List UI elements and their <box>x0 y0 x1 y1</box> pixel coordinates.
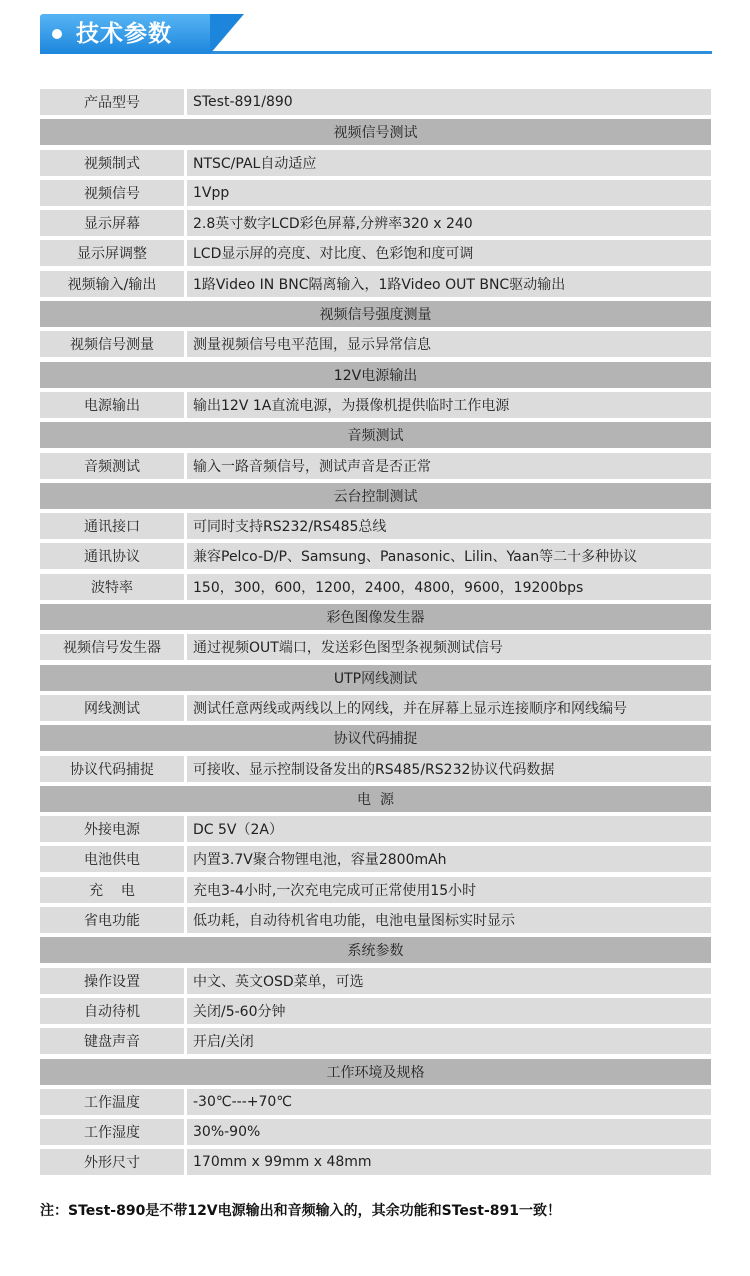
section-heading: 彩色图像发生器 <box>40 604 711 630</box>
table-row <box>40 331 711 357</box>
row-label: 视频信号 <box>40 180 184 206</box>
section-header <box>40 14 712 56</box>
footnote: 注：STest-890是不带12V电源输出和音频输入的，其余功能和STest-891一致！ <box>40 1203 561 1219</box>
row-value: 可同时支持RS232/RS485总线 <box>187 513 711 539</box>
row-value: 关闭/5-60分钟 <box>187 998 711 1024</box>
row-value: 30%-90% <box>187 1119 711 1145</box>
row-label: 电源输出 <box>40 392 184 418</box>
table-row <box>40 998 711 1024</box>
table-row <box>40 543 711 569</box>
table-row <box>40 968 711 994</box>
page-title: 技术参数 <box>76 21 172 47</box>
row-label: 电池供电 <box>40 846 184 872</box>
table-row <box>40 1119 711 1145</box>
row-label: 产品型号 <box>40 89 184 115</box>
table-row <box>40 1149 711 1175</box>
row-label: 视频制式 <box>40 150 184 176</box>
section-heading: 视频信号测试 <box>40 119 711 145</box>
row-value: 开启/关闭 <box>187 1028 711 1054</box>
section-heading: 系统参数 <box>40 937 711 963</box>
row-value: STest-891/890 <box>187 89 711 115</box>
table-row <box>40 877 711 903</box>
table-row <box>40 210 711 236</box>
table-row <box>40 1089 711 1115</box>
row-value: 中文、英文OSD菜单，可选 <box>187 968 711 994</box>
row-label: 充 电 <box>40 877 184 903</box>
section-heading: 工作环境及规格 <box>40 1059 711 1085</box>
row-label: 显示屏幕 <box>40 210 184 236</box>
section-heading: 电 源 <box>40 786 711 812</box>
table-row <box>40 240 711 266</box>
row-label: 工作湿度 <box>40 1119 184 1145</box>
row-label: 波特率 <box>40 574 184 600</box>
section-heading: 音频测试 <box>40 422 711 448</box>
row-value: 150，300，600，1200，2400，4800，9600，19200bps <box>187 574 711 600</box>
row-value: -30℃---+70℃ <box>187 1089 711 1115</box>
row-value: 可接收、显示控制设备发出的RS485/RS232协议代码数据 <box>187 756 711 782</box>
table-row <box>40 907 711 933</box>
table-row <box>40 816 711 842</box>
table-row <box>40 634 711 660</box>
table-row <box>40 756 711 782</box>
row-value: 170mm x 99mm x 48mm <box>187 1149 711 1175</box>
table-row <box>40 180 711 206</box>
row-value: 内置3.7V聚合物锂电池，容量2800mAh <box>187 846 711 872</box>
row-label: 自动待机 <box>40 998 184 1024</box>
table-row <box>40 392 711 418</box>
row-label: 网线测试 <box>40 695 184 721</box>
row-label: 操作设置 <box>40 968 184 994</box>
section-heading: UTP网线测试 <box>40 665 711 691</box>
row-value: 输入一路音频信号，测试声音是否正常 <box>187 453 711 479</box>
row-value: 测试任意两线或两线以上的网线，并在屏幕上显示连接顺序和网线编号 <box>187 695 711 721</box>
row-value: 2.8英寸数字LCD彩色屏幕,分辨率320 x 240 <box>187 210 711 236</box>
section-heading: 云台控制测试 <box>40 483 711 509</box>
row-label: 显示屏调整 <box>40 240 184 266</box>
row-value: DC 5V（2A） <box>187 816 711 842</box>
table-row <box>40 89 711 115</box>
row-label: 通讯接口 <box>40 513 184 539</box>
table-row <box>40 453 711 479</box>
table-row <box>40 574 711 600</box>
row-label: 外形尺寸 <box>40 1149 184 1175</box>
table-row <box>40 150 711 176</box>
row-label: 音频测试 <box>40 453 184 479</box>
row-label: 工作温度 <box>40 1089 184 1115</box>
row-label: 视频信号测量 <box>40 331 184 357</box>
section-heading: 视频信号强度测量 <box>40 301 711 327</box>
row-value: 1Vpp <box>187 180 711 206</box>
section-heading: 协议代码捕捉 <box>40 725 711 751</box>
row-label: 外接电源 <box>40 816 184 842</box>
row-label: 视频输入/输出 <box>40 271 184 297</box>
row-label: 视频信号发生器 <box>40 634 184 660</box>
spec-table <box>40 89 711 1180</box>
table-row <box>40 513 711 539</box>
bullet-icon <box>52 29 62 39</box>
table-row <box>40 846 711 872</box>
row-value: 输出12V 1A直流电源，为摄像机提供临时工作电源 <box>187 392 711 418</box>
table-row <box>40 1028 711 1054</box>
section-heading: 12V电源输出 <box>40 362 711 388</box>
row-value: 1路Video IN BNC隔离输入，1路Video OUT BNC驱动输出 <box>187 271 711 297</box>
table-row <box>40 695 711 721</box>
row-value: LCD显示屏的亮度、对比度、色彩饱和度可调 <box>187 240 711 266</box>
row-label: 通讯协议 <box>40 543 184 569</box>
row-label: 键盘声音 <box>40 1028 184 1054</box>
row-label: 协议代码捕捉 <box>40 756 184 782</box>
row-value: 充电3-4小时,一次充电完成可正常使用15小时 <box>187 877 711 903</box>
table-row <box>40 271 711 297</box>
row-value: NTSC/PAL自动适应 <box>187 150 711 176</box>
row-value: 兼容Pelco-D/P、Samsung、Panasonic、Lilin、Yaan等二十多种协议 <box>187 543 711 569</box>
header-tab-slope <box>210 14 244 54</box>
row-label: 省电功能 <box>40 907 184 933</box>
row-value: 通过视频OUT端口，发送彩色图型条视频测试信号 <box>187 634 711 660</box>
row-value: 低功耗，自动待机省电功能，电池电量图标实时显示 <box>187 907 711 933</box>
row-value: 测量视频信号电平范围，显示异常信息 <box>187 331 711 357</box>
